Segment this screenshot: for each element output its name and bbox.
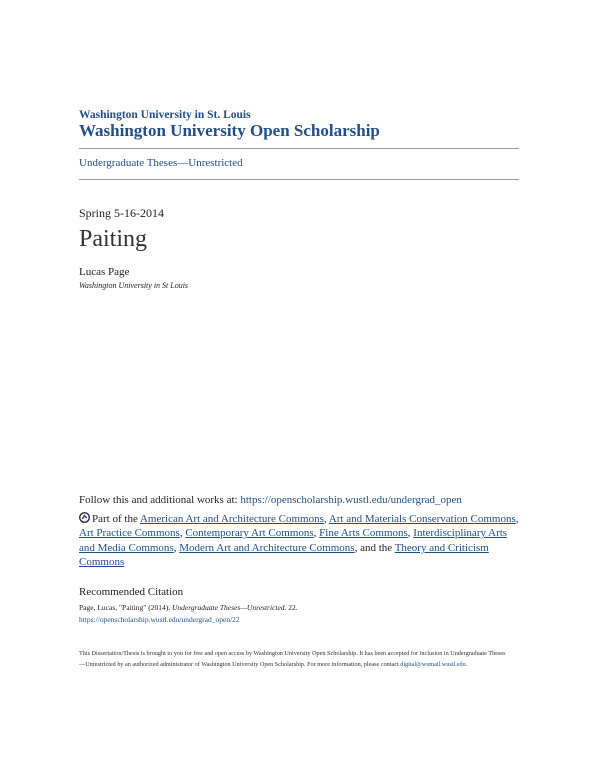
commons-link[interactable]: Interdisciplinary Arts and Media Commons <box>79 527 508 554</box>
divider-top <box>79 148 519 149</box>
document-title: Paiting <box>79 226 148 252</box>
commons-link[interactable]: Art Practice Commons <box>79 527 180 540</box>
access-notice: This Dissertation/Thesis is brought to you for free and open access by Washington University Open Scholarship. It has been accepted for inclusion in Undergraduate Theses—Unrestricted by an authorized administrator of Washington University Open Scholarship. For more information, please contact digital@wumail.wustl.edu. <box>79 650 506 668</box>
author-affiliation: Washington University in St Louis <box>79 281 189 290</box>
follow-text: Follow this and additional works at: <box>79 494 241 506</box>
follow-line <box>79 494 462 506</box>
contact-email[interactable]: digital@wumail.wustl.edu <box>400 661 466 668</box>
citation-heading: Recommended Citation <box>79 586 184 598</box>
citation-url[interactable]: https://openscholarship.wustl.edu/undergrad_open/22 <box>79 615 240 624</box>
commons-link[interactable]: Theory and Criticism Commons <box>79 541 489 568</box>
author-name: Lucas Page <box>79 266 130 278</box>
commons-link[interactable]: Contemporary Art Commons <box>185 527 314 540</box>
institution-name[interactable]: Washington University in St. Louis <box>79 109 251 121</box>
commons-link[interactable]: Fine Arts Commons <box>319 527 408 540</box>
citation-text: Page, Lucas, "Paiting" (2014). Undergraduate Theses—Unrestricted. 22. https://openscholarship.wustl.edu/undergrad_open/22 <box>79 603 298 624</box>
follow-link[interactable]: https://openscholarship.wustl.edu/undergrad_open <box>240 494 462 506</box>
part-of-paragraph: Part of the American Art and Architecture Commons, Art and Materials Conservation Commons, Art Practice Commons, Contemporary Art Commons, Fine Arts Commons, Interdisciplinary Arts and Media Commons, Modern Art and Architecture Commons, and the Theory and Criticism Commons <box>79 513 519 568</box>
commons-link[interactable]: Modern Art and Architecture Commons <box>179 541 355 554</box>
commons-link[interactable]: Art and Materials Conservation Commons <box>328 513 516 525</box>
divider-bottom <box>79 179 519 180</box>
part-of-prefix: Part of the <box>92 513 140 525</box>
publication-date: Spring 5-16-2014 <box>79 206 164 220</box>
share-icon <box>79 512 90 523</box>
commons-link[interactable]: American Art and Architecture Commons <box>139 513 324 525</box>
repository-name[interactable]: Washington University Open Scholarship <box>79 121 380 140</box>
series-link[interactable]: Undergraduate Theses—Unrestricted <box>79 157 243 169</box>
